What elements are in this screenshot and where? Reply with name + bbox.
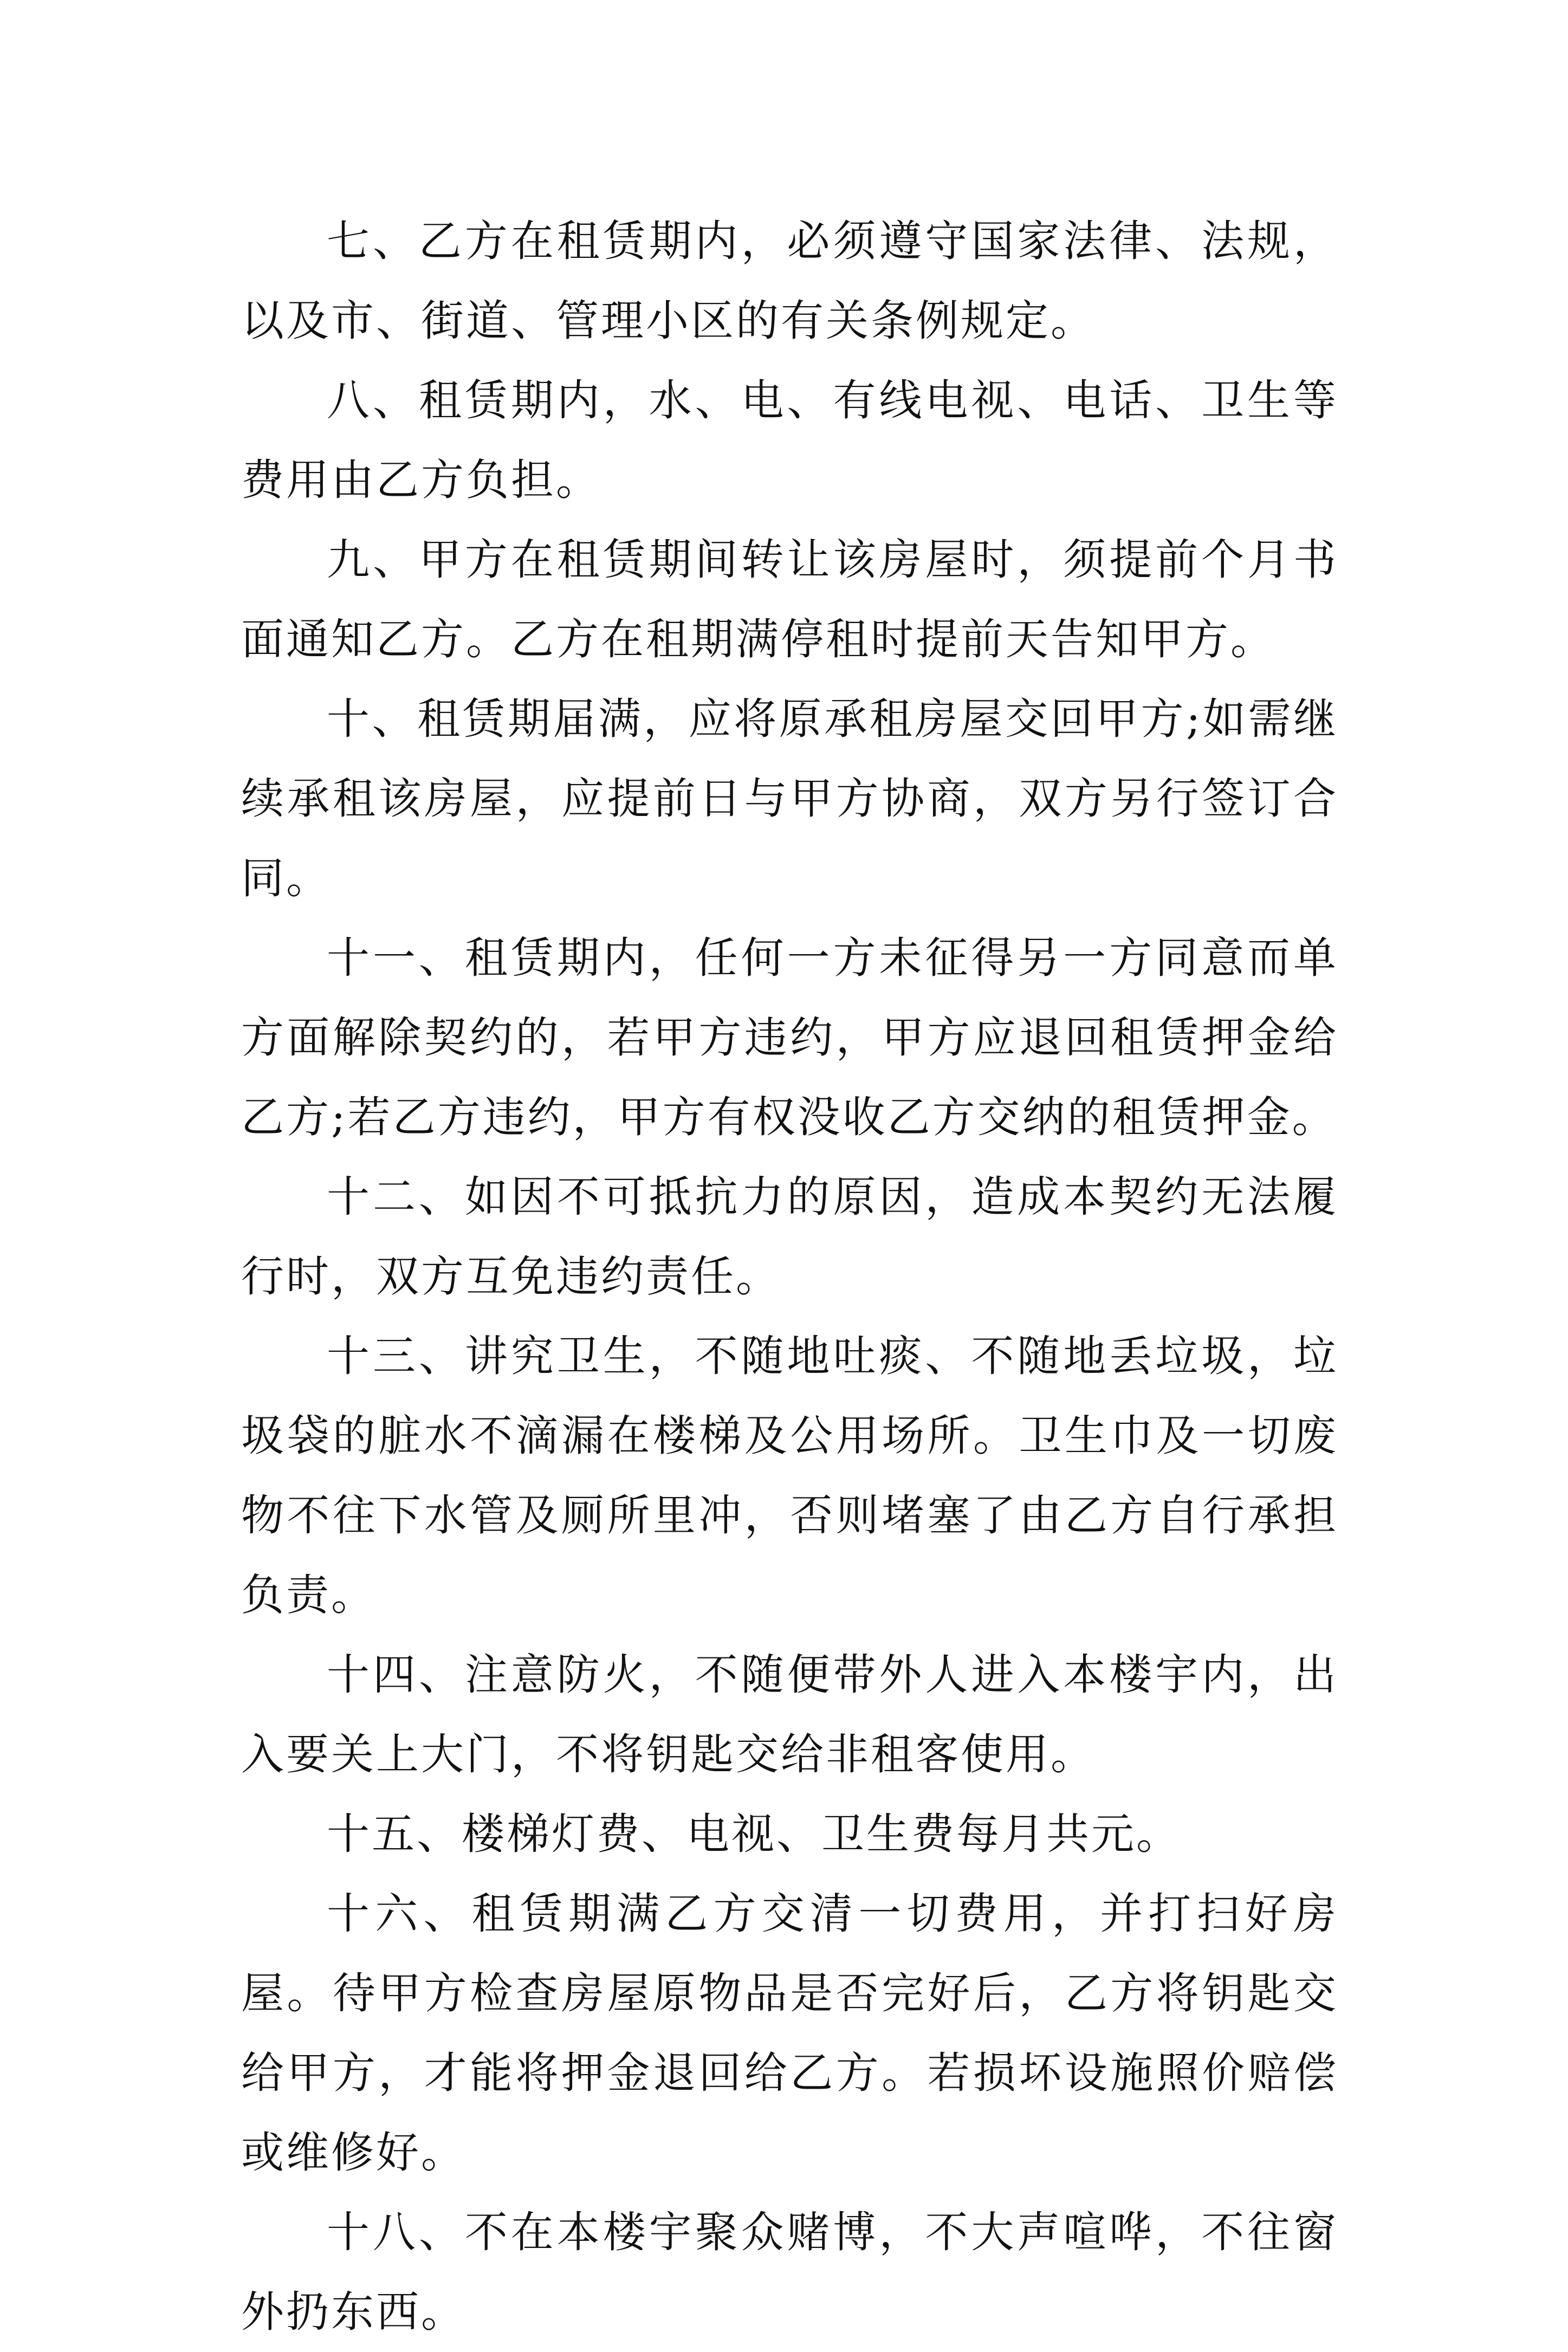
clause-18: 十八、不在本楼宇聚众赌博，不大声喧哗，不往窗外扔东西。 [241, 2207, 1338, 2337]
clause-8: 八、租赁期内，水、电、有线电视、电话、卫生等费用由乙方负担。 [241, 375, 1338, 505]
clause-11: 十一、租赁期内，任何一方未征得另一方同意而单方面解除契约的，若甲方违约，甲方应退回租赁押金给乙方;若乙方违约，甲方有权没收乙方交纳的租赁押金。 [241, 933, 1338, 1142]
clause-7: 七、乙方在租赁期内，必须遵守国家法律、法规，以及市、街道、管理小区的有关条例规定。 [241, 216, 1338, 346]
clause-9: 九、甲方在租赁期间转让该房屋时，须提前个月书面通知乙方。乙方在租期满停租时提前天告知甲方。 [241, 535, 1338, 664]
clause-15: 十五、楼梯灯费、电视、卫生费每月共元。 [327, 1809, 1181, 1859]
clause-13: 十三、讲究卫生，不随地吐痰、不随地丢垃圾，垃圾袋的脏水不滴漏在楼梯及公用场所。卫生巾及一切废物不往下水管及厕所里冲，否则堵塞了由乙方自行承担负责。 [241, 1331, 1338, 1620]
clause-14: 十四、注意防火，不随便带外人进入本楼宇内，出入要关上大门，不将钥匙交给非租客使用。 [241, 1650, 1338, 1779]
clause-16: 十六、租赁期满乙方交清一切费用，并打扫好房屋。待甲方检查房屋原物品是否完好后，乙方将钥匙交给甲方，才能将押金退回给乙方。若损坏设施照价赔偿或维修好。 [241, 1889, 1338, 2178]
contract-body [241, 202, 1338, 2352]
clause-10: 十、租赁期届满，应将原承租房屋交回甲方;如需继续承租该房屋，应提前日与甲方协商，双方另行签订合同。 [241, 694, 1338, 903]
clause-12: 十二、如因不可抵抗力的原因，造成本契约无法履行时，双方互免违约责任。 [241, 1172, 1338, 1301]
